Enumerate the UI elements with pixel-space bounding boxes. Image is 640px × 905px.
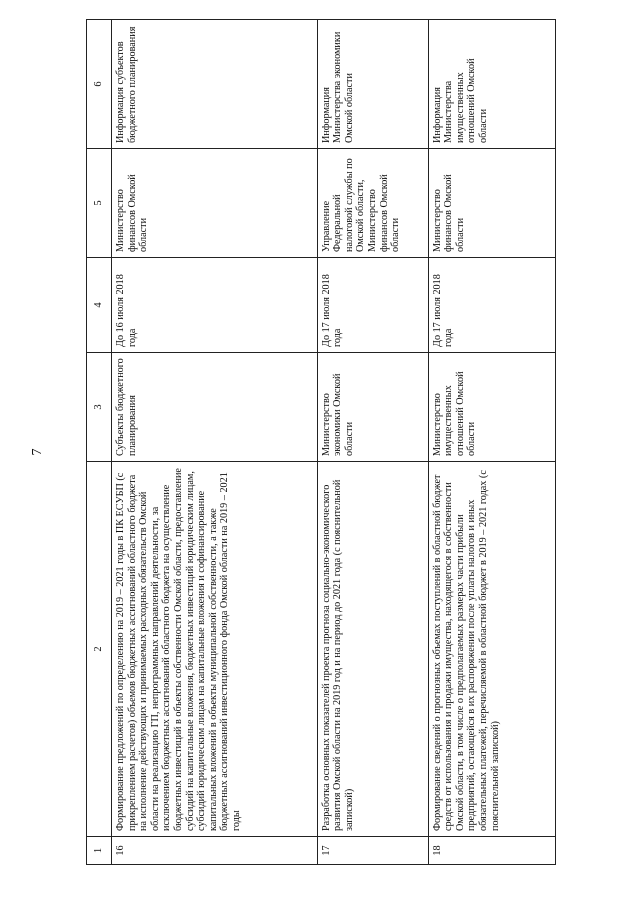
executor-cell: Субъекты бюджетного планирования <box>112 353 318 462</box>
deadline-cell: До 17 июля 2018 года <box>317 258 428 353</box>
plan-table-frame <box>86 20 556 865</box>
table-header-row <box>87 20 112 865</box>
column-header: 1 <box>87 837 112 865</box>
column-header: 4 <box>87 258 112 353</box>
deadline-cell: До 17 июля 2018 года <box>428 258 555 353</box>
deadline-cell: До 16 июля 2018 года <box>112 258 318 353</box>
row-number: 17 <box>317 837 428 865</box>
task-cell: Разработка основных показателей проекта прогноза социально-экономического развития Омской области на 2019 год и на период до 2021 года (с пояснительной запиской) <box>317 462 428 837</box>
column-header: 6 <box>87 20 112 149</box>
result-cell: Информация Министерства имущественных отношений Омской области <box>428 20 555 149</box>
executor-cell: Министерство имущественных отношений Омской области <box>428 353 555 462</box>
result-cell: Информация субъектов бюджетного планирования <box>112 20 318 149</box>
table-row <box>317 20 428 865</box>
page-number: 7 <box>30 448 45 456</box>
recipient-cell: Министерство финансов Омской области <box>428 149 555 258</box>
plan-table <box>86 19 556 865</box>
row-number: 16 <box>112 837 318 865</box>
recipient-cell: Министерство финансов Омской области <box>112 149 318 258</box>
result-cell: Информация Министерства экономики Омской области <box>317 20 428 149</box>
task-cell: Формирование сведений о прогнозных объемах поступлений в областной бюджет средств от использования и продажи имущества, находящегося в собственности Омской области, в том числе о предполагаемых размерах части прибыли предприятий, остающейся в их распоряжении после уплаты налогов и иных обязательных платежей, перечисляемой в областной бюджет в 2019 – 2021 годах (с пояснительной запиской) <box>428 462 555 837</box>
column-header: 3 <box>87 353 112 462</box>
table-row <box>112 20 318 865</box>
column-header: 5 <box>87 149 112 258</box>
executor-cell: Министерство экономики Омской области <box>317 353 428 462</box>
recipient-cell: Управление Федеральной налоговой службы по Омской области, Министерство финансов Омской области <box>317 149 428 258</box>
task-cell: Формирование предложений по определению на 2019 – 2021 годы в ПК ЕСУБП (с прикреплением расчетов) объемов бюджетных ассигнований областного бюджета на исполнение действующих и принимаемых расходных обязательств Омской области на реализацию ГП, непрограммных направлений деятельности, за исключением бюджетных ассигнований областного бюджета на осуществление бюджетных инвестиций в объекты собственности Омской области, предоставление субсидий на капитальные вложения, бюджетных инвестиций юридическим лицам, субсидий юридическим лицам на капитальные вложения и софинансирование капитальных вложений в объекты муниципальной собственности, а также бюджетных ассигнований инвестиционного фонда Омской области на 2019 – 2021 годы <box>112 462 318 837</box>
row-number: 18 <box>428 837 555 865</box>
column-header: 2 <box>87 462 112 837</box>
table-row <box>428 20 555 865</box>
